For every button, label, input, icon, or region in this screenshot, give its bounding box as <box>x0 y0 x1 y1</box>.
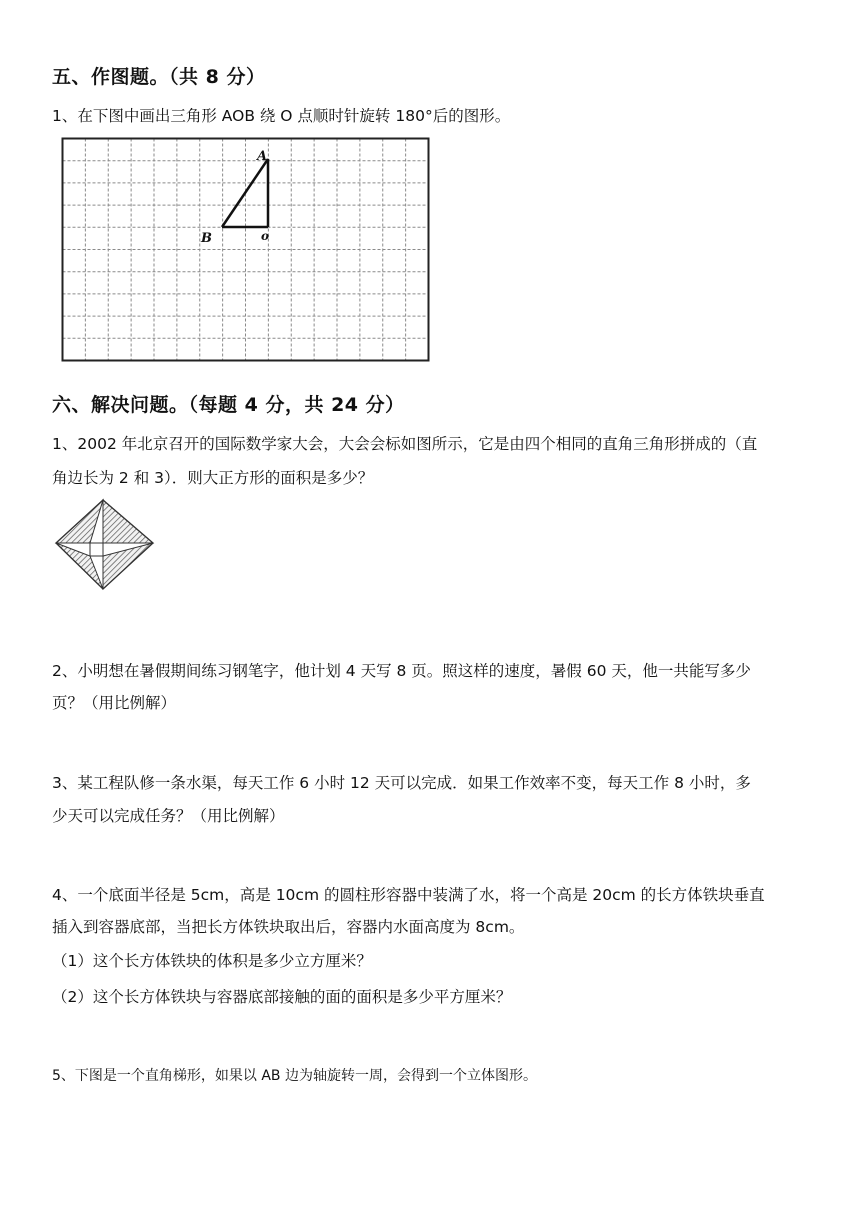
question-6-2-line-1: 2、小明想在暑假期间练习钢笔字，他计划 4 天写 8 页。照这样的速度，暑假 60 天，他一共能写多少 <box>52 662 751 680</box>
question-6-3-line-1: 3、某工程队修一条水渠，每天工作 6 小时 12 天可以完成．如果工作效率不变，每天工作 8 小时，多 <box>52 774 751 792</box>
question-6-5: 5、下图是一个直角梯形，如果以 AB 边为轴旋转一周，会得到一个立体图形。 <box>52 1068 537 1084</box>
question-6-1-line-1: 1、2002 年北京召开的国际数学家大会，大会会标如图所示，它是由四个相同的直角三角形拼成的（直 <box>52 435 758 453</box>
point-o-label: o <box>261 229 270 243</box>
section-5-title: 五、作图题。（共 8 分） <box>52 66 266 88</box>
point-b-label: B <box>201 231 212 246</box>
question-6-2-line-2: 页？（用比例解） <box>52 694 177 712</box>
congress-logo-figure <box>50 496 158 604</box>
question-6-4-line-1: 4、一个底面半径是 5cm，高是 10cm 的圆柱形容器中装满了水，将一个高是 20cm 的长方体铁块垂直 <box>52 886 765 904</box>
question-6-4-line-2: 插入到容器底部，当把长方体铁块取出后，容器内水面高度为 8cm。 <box>52 918 525 936</box>
section-6-title: 六、解决问题。（每题 4 分，共 24 分） <box>52 394 405 416</box>
question-6-3-line-2: 少天可以完成任务？（用比例解） <box>52 807 285 825</box>
grid-lines <box>63 139 429 361</box>
question-6-1-line-2: 角边长为 2 和 3）．则大正方形的面积是多少？ <box>52 469 374 487</box>
logo-inner-square <box>90 543 103 556</box>
question-5-1: 1、在下图中画出三角形 AOB 绕 O 点顺时针旋转 180°后的图形。 <box>52 107 511 125</box>
question-6-4-sub-2: （2）这个长方体铁块与容器底部接触的面的面积是多少平方厘米？ <box>52 988 512 1006</box>
question-6-4-sub-1: （1）这个长方体铁块的体积是多少立方厘米？ <box>52 952 372 970</box>
point-a-label: A <box>257 149 268 164</box>
rotation-grid-figure <box>60 136 432 364</box>
